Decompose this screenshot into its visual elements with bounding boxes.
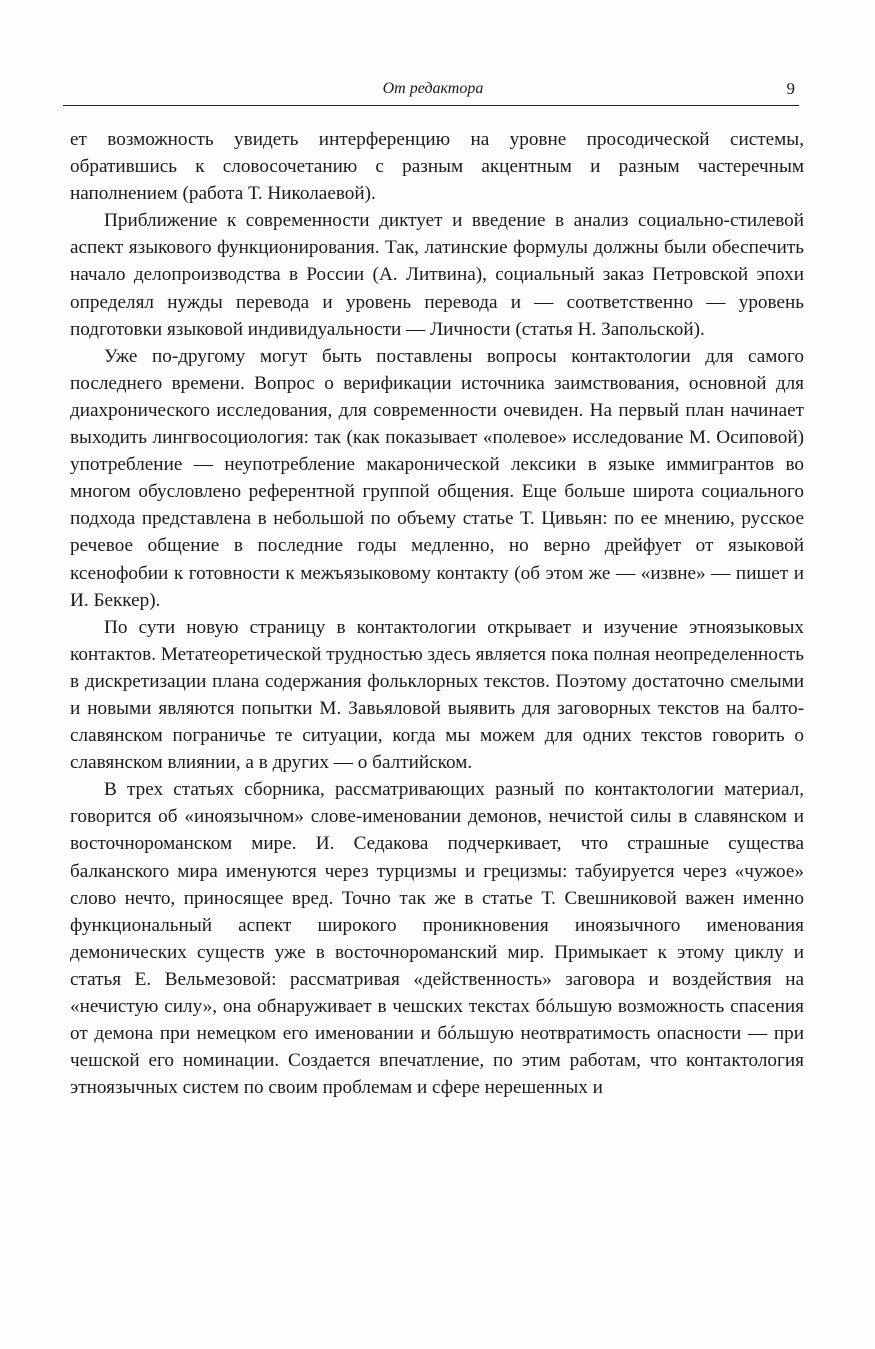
page-number: 9: [786, 79, 795, 98]
running-title: От редактора: [382, 80, 484, 97]
paragraph: В трех статьях сборника, рассматривающих разный по контактологии материал, говорится об «иноязычном» слове-именовании демонов, нечистой силы в славянском и восточнороманском мире. И. Седакова подчеркивает, что страшные существа балканского мира именуются через турцизмы и грецизмы: табуируется через «чужое» слово нечто, приносящее вред. Точно так же в статье Т. Свешниковой важен именно функциональный аспект широкого проникновения иноязычного именования демонических существ уже в восточнороманский мир. Примыкает к этому циклу и статья Е. Вельмезовой: рассматривая «действенность» заговора и воздействия на «нечистую силу», она обнаруживает в чешских текстах бóльшую возможность спасения от демона при немецком его именовании и бóльшую неотвратимость опасности — при чешской его номинации. Создается впечатление, по этим работам, что контактология этноязычных систем по своим проблемам и сфере нерешенных и: [70, 779, 804, 1099]
paragraph: Приближение к современности диктует и введение в анализ социально-стилевой аспект языкового функционирования. Так, латинские формулы должны были обеспечить начало делопроизводства в России (А. Литвина), социальный заказ Петровской эпохи определял нужды перевода и уровень перевода и — соответственно — уровень подготовки языковой индивидуальности — Личности (статья Н. Запольской).: [70, 210, 804, 340]
body-text: [70, 126, 804, 1101]
running-head: [63, 78, 803, 104]
paragraph-continued: ет возможность увидеть интерференцию на уровне просодической системы, обратившись к словосочетанию с разным акцентным и разным частеречным наполнением (работа Т. Николаевой).: [70, 129, 804, 205]
paragraph: По сути новую страницу в контактологии открывает и изучение этноязыковых контактов. Метатеоретической трудностью здесь является пока полная неопределенность в дискретизации плана содержания фольклорных текстов. Поэтому достаточно смелыми и новыми являются попытки М. Завьяловой выявить для заговорных текстов на балто-славянском пограничье те ситуации, когда мы можем для одних текстов говорить о славянском влиянии, а в других — о балтийском.: [70, 616, 804, 774]
paragraph: Уже по-другому могут быть поставлены вопросы контактологии для самого последнего времени. Вопрос о верификации источника заимствования, основной для диахронического исследования, для современности очевиден. На первый план начинает выходить лингвосоциология: так (как показывает «полевое» исследование М. Осиповой) употребление — неупотребление макаронической лексики в языке иммигрантов во многом обусловлено референтной группой общения. Еще больше широта социального подхода представлена в небольшой по объему статье Т. Цивьян: по ее мнению, русское речевое общение в последние годы медленно, но верно дрейфует от языковой ксенофобии к готовности к межъязыковому контакту (об этом же — «извне» — пишет и И. Беккер).: [70, 345, 804, 611]
header-rule: [63, 105, 799, 106]
